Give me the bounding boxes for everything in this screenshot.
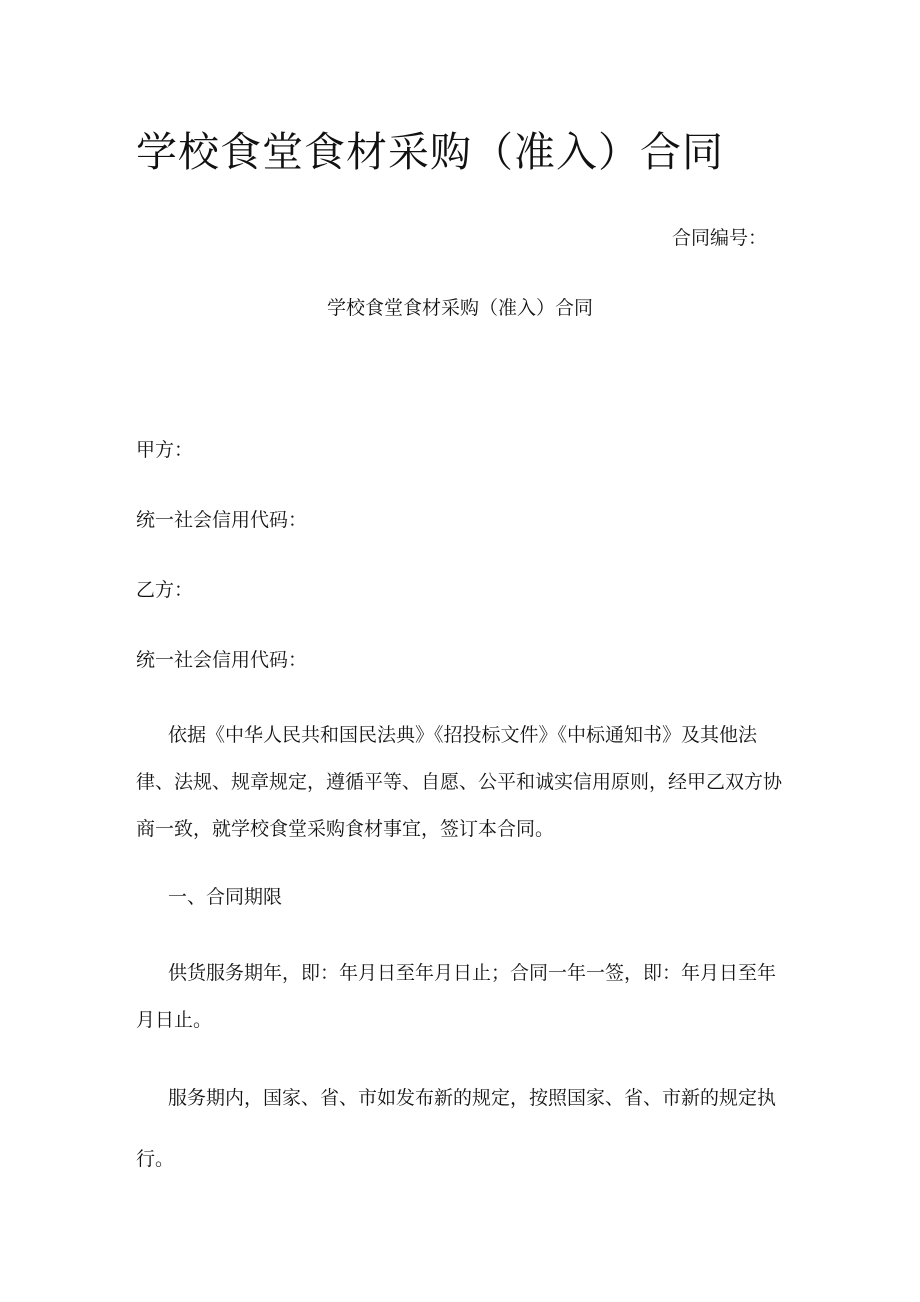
section-1-paragraph-1: 供货服务期年，即：年月日至年月日止；合同一年一签，即：年月日至年月日止。 — [136, 962, 777, 1031]
section-1-paragraph-2: 服务期内，国家、省、市如发布新的规定，按照国家、省、市新的规定执行。 — [136, 1087, 777, 1170]
party-b-label: 乙方： — [136, 579, 194, 601]
party-a-label: 甲方： — [136, 439, 194, 461]
party-b-credit-code-label: 统一社会信用代码： — [136, 649, 308, 671]
document-subtitle: 学校食堂食材采购（准入）合同 — [326, 297, 593, 319]
intro-paragraph: 依据《中华人民共和国民法典》《招投标文件》《中标通知书》及其他法律、法规、规章规定，遵循平等、自愿、公平和诚实信用原则，经甲乙双方协商一致，就学校食堂采购食材事宜，签订本合同。 — [136, 724, 783, 840]
section-1-heading: 一、合同期限 — [168, 886, 283, 908]
document-title: 学校食堂食材采购（准入）合同 — [136, 128, 724, 176]
contract-number-label: 合同编号： — [672, 227, 768, 249]
party-a-credit-code-label: 统一社会信用代码： — [136, 509, 308, 531]
